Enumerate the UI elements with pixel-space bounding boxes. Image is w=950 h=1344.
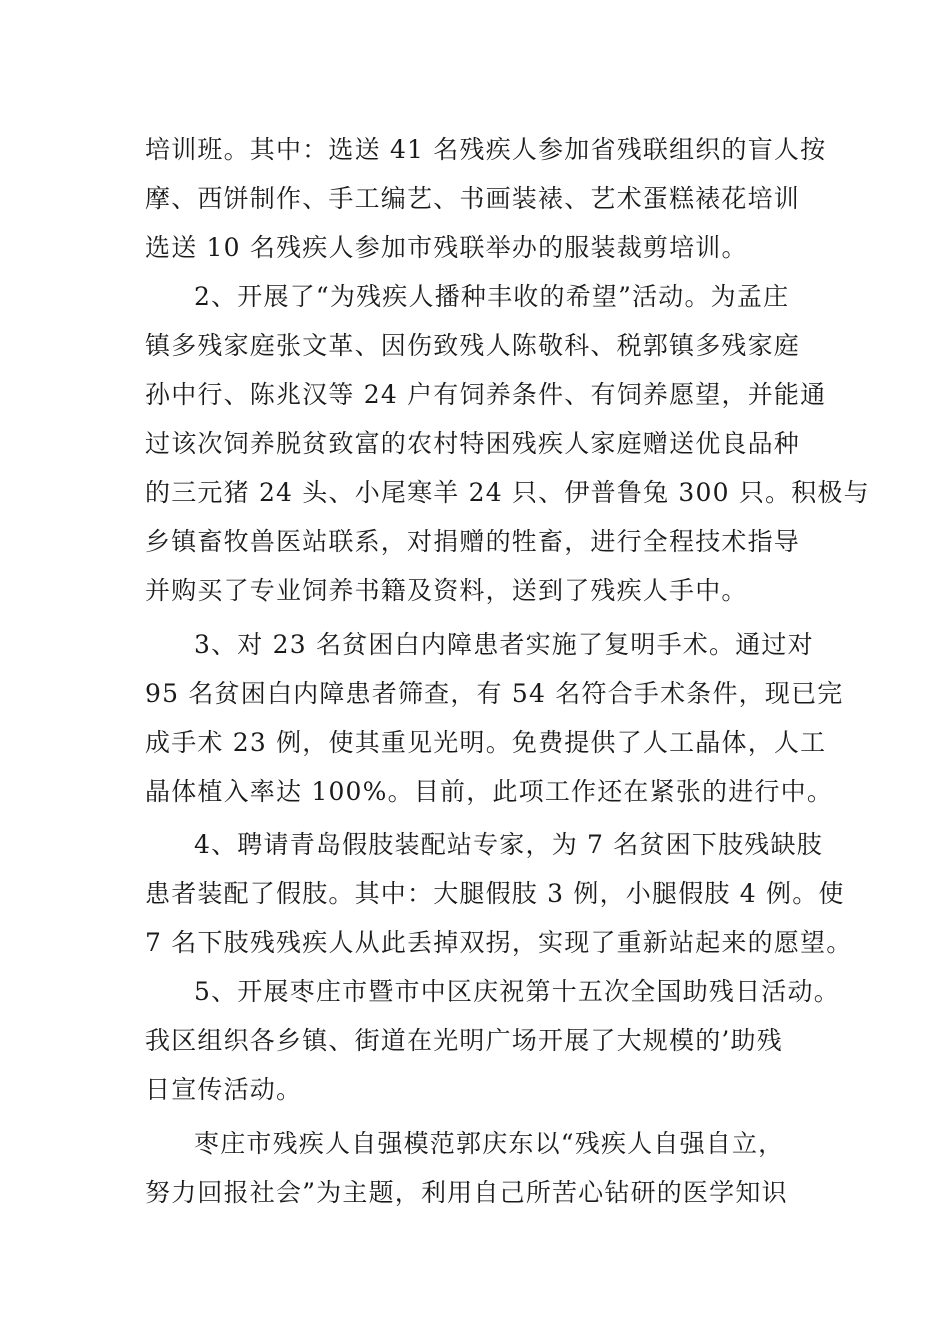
text-line: 孙中行、陈兆汉等 24 户有饲养条件、有饲养愿望，并能通: [145, 380, 827, 409]
text-line: 3、对 23 名贫困白内障患者实施了复明手术。通过对: [194, 630, 814, 659]
text-line: 枣庄市残疾人自强模范郭庆东以“残疾人自强自立，: [194, 1129, 785, 1158]
text-line: 选送 10 名残疾人参加市残联举办的服装裁剪培训。: [145, 233, 748, 262]
text-line: 摩、西饼制作、手工编艺、书画装裱、艺术蛋糕裱花培训: [145, 184, 801, 213]
text-line: 乡镇畜牧兽医站联系，对捐赠的牲畜，进行全程技术指导: [145, 527, 801, 556]
text-line: 患者装配了假肢。其中：大腿假肢 3 例，小腿假肢 4 例。使: [145, 879, 845, 908]
text-line: 过该次饲养脱贫致富的农村特困残疾人家庭赠送优良品种: [145, 429, 801, 458]
text-line: 我区组织各乡镇、街道在光明广场开展了大规模的’助残: [145, 1026, 783, 1055]
text-line: 成手术 23 例，使其重见光明。免费提供了人工晶体，人工: [145, 728, 827, 757]
text-line: 晶体植入率达 100%。目前，此项工作还在紧张的进行中。: [145, 777, 834, 806]
text-line: 95 名贫困白内障患者筛查，有 54 名符合手术条件，现已完: [145, 679, 844, 708]
text-line: 并购买了专业饲养书籍及资料，送到了残疾人手中。: [145, 576, 748, 605]
text-line: 日宣传活动。: [145, 1075, 303, 1104]
text-line: 培训班。其中：选送 41 名残疾人参加省残联组织的盲人按: [145, 135, 827, 164]
text-line: 的三元猪 24 头、小尾寒羊 24 只、伊普鲁兔 300 只。积极与: [145, 478, 870, 507]
text-line: 7 名下肢残残疾人从此丢掉双拐，实现了重新站起来的愿望。: [145, 928, 853, 957]
text-line: 2、开展了“为残疾人播种丰收的希望”活动。为孟庄: [194, 282, 790, 311]
text-line: 努力回报社会”为主题，利用自己所苦心钻研的医学知识: [145, 1178, 788, 1207]
text-line: 镇多残家庭张文革、因伤致残人陈敬科、税郭镇多残家庭: [145, 331, 801, 360]
text-line: 5、开展枣庄市暨市中区庆祝第十五次全国助残日活动。: [194, 977, 840, 1006]
text-line: 4、聘请青岛假肢装配站专家，为 7 名贫困下肢残缺肢: [194, 830, 823, 859]
